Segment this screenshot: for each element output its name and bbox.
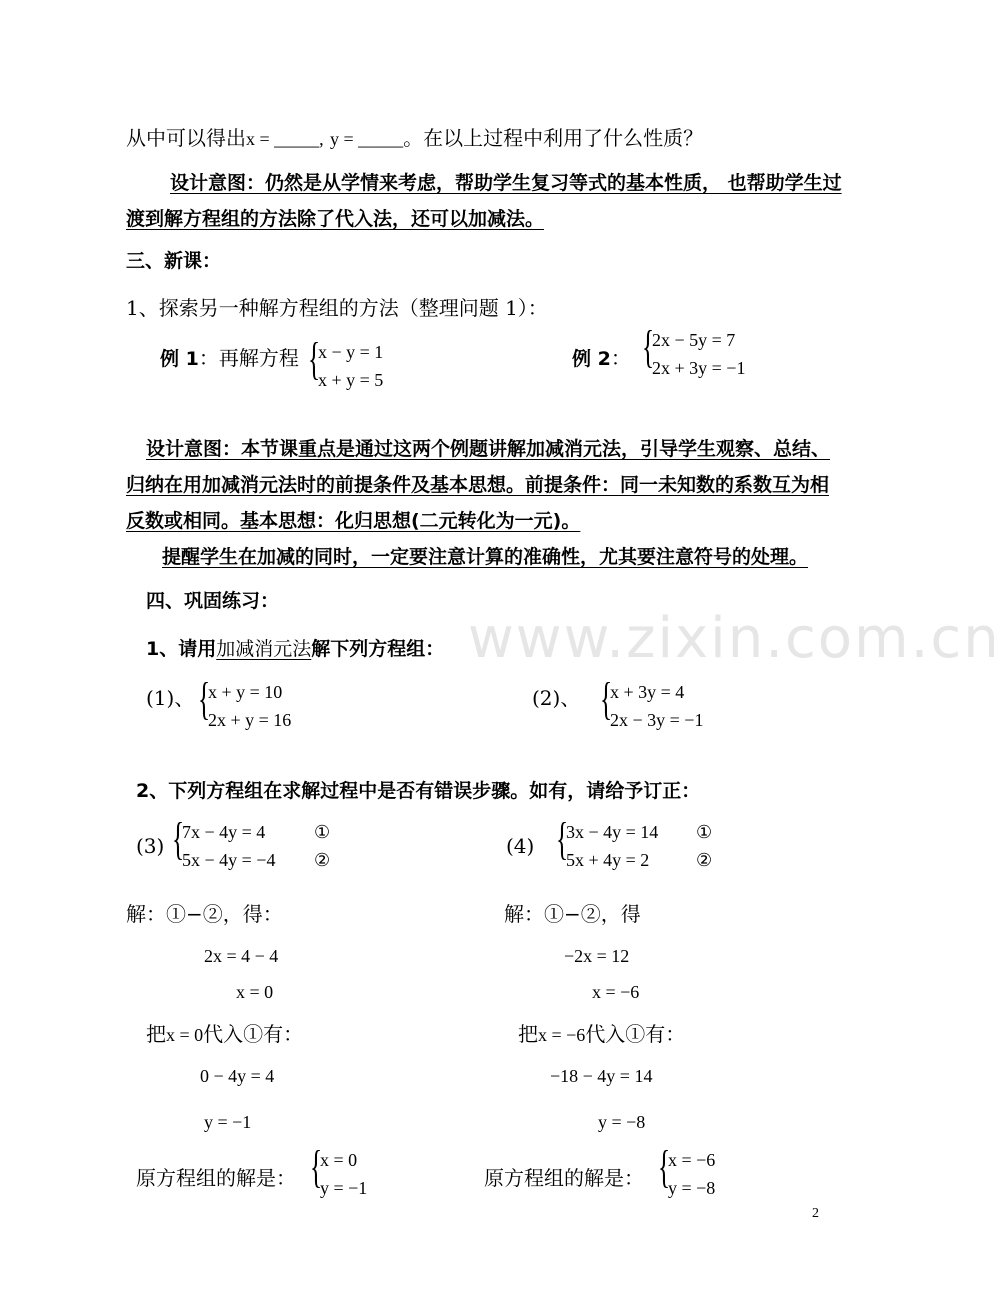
brace-icon: { [556,813,569,864]
subsection-1: 1、探索另一种解方程组的方法（整理问题 1）： [126,296,548,320]
question-1-suffix: 解下列方程组： [311,638,445,660]
equation: 5x − 4y = −4 [182,850,276,870]
brace-icon: { [172,813,185,864]
solution-3-step: 2x = 4 − 4 [204,946,279,966]
solution-4-answer-label: 原方程组的解是： [484,1166,644,1190]
equation: 7x − 4y = 4 [182,822,266,842]
solution-4-step: y = −8 [598,1112,646,1132]
question-1-prefix: 1、请用 [146,638,217,660]
substitute-suffix: 代入①有： [203,1022,304,1046]
question-1 [146,634,444,661]
intent2-line-b: 归纳在用加减消元法时的前提条件及基本思想。前提条件：同一未知数的系数互为相 [126,474,830,496]
watermark: www.zixin.com.cn [468,606,1001,671]
section-3-heading: 三、新课： [126,250,222,272]
intent1-line-a: 设计意图：仍然是从学情来考虑，帮助学生复习等式的基本性质， 也帮助学生过 [170,172,842,194]
x-blank: x = _____, [246,129,324,149]
intent2-line-c: 反数或相同。基本思想：化归思想(二元转化为一元)。 [126,510,581,532]
solution-4-step: −2x = 12 [564,946,630,966]
example-1 [160,342,299,371]
equation-mark-2: ② [696,850,713,870]
substitute-prefix: 把 [146,1022,166,1046]
brace-icon: { [600,673,613,724]
solution-4-substitute [518,1018,685,1047]
example-1-label: 例 1 [160,348,199,370]
y-blank: y = _____ [330,129,404,149]
solution-3-intro: 解：①−②，得： [126,902,283,926]
question-1-method: 加减消元法 [216,638,312,660]
equation: y = −1 [320,1178,368,1198]
intro-prefix: 从中可以得出 [126,126,246,150]
intent1-line-b: 渡到解方程组的方法除了代入法，还可以加减法。 [126,208,545,230]
equation-mark-2: ② [314,850,331,870]
example-2-colon: ： [610,346,631,370]
equation: x − y = 1 [318,342,384,362]
intro-line [126,122,703,151]
example-1-text: ：再解方程 [198,346,299,370]
example-2-label: 例 2 [572,348,611,370]
equation: 2x − 3y = −1 [610,710,704,730]
example-2 [572,342,631,371]
page-number: 2 [812,1206,819,1221]
equation: x + 3y = 4 [610,682,685,702]
brace-icon: { [310,1141,323,1192]
equation: 3x − 4y = 14 [566,822,659,842]
intent2-line-a: 设计意图：本节课重点是通过这两个例题讲解加减消元法，引导学生观察、总结、 [146,438,831,460]
solution-3-step: 0 − 4y = 4 [200,1066,275,1086]
equation: 2x + 3y = −1 [652,358,746,378]
equation: 2x + y = 16 [208,710,292,730]
equation: 5x + 4y = 2 [566,850,650,870]
substitute-suffix: 代入①有： [585,1022,686,1046]
equation-mark-1: ① [314,822,331,842]
solution-4-step: −18 − 4y = 14 [550,1066,653,1086]
problem-4-label: (4) [506,834,535,858]
substitute-value: x = 0 [166,1025,204,1045]
question-2: 2、下列方程组在求解过程中是否有错误步骤。如有，请给予订正： [136,780,701,802]
substitute-value: x = −6 [538,1025,586,1045]
solution-3-substitute [146,1018,303,1047]
problem-3-label: (3) [136,834,165,858]
solution-3-answer-label: 原方程组的解是： [136,1166,296,1190]
equation: 2x − 5y = 7 [652,330,736,350]
brace-icon: { [198,673,211,724]
solution-4-step: x = −6 [592,982,640,1002]
brace-icon: { [642,321,655,372]
substitute-prefix: 把 [518,1022,538,1046]
problem-1-label: (1)、 [146,686,195,710]
intro-suffix: 。在以上过程中利用了什么性质？ [403,126,704,150]
equation: x = −6 [668,1150,716,1170]
problem-2-label: (2)、 [532,686,581,710]
solution-4-intro: 解：①−②，得 [504,902,641,926]
section-4-heading: 四、巩固练习： [146,590,280,612]
brace-icon: { [658,1141,671,1192]
solution-3-step: x = 0 [236,982,274,1002]
intent2-line-d: 提醒学生在加减的同时，一定要注意计算的准确性，尤其要注意符号的处理。 [162,546,809,568]
equation: x + y = 5 [318,370,384,390]
equation: x = 0 [320,1150,358,1170]
solution-3-step: y = −1 [204,1112,252,1132]
equation: x + y = 10 [208,682,283,702]
equation-mark-1: ① [696,822,713,842]
brace-icon: { [308,333,321,384]
equation: y = −8 [668,1178,716,1198]
